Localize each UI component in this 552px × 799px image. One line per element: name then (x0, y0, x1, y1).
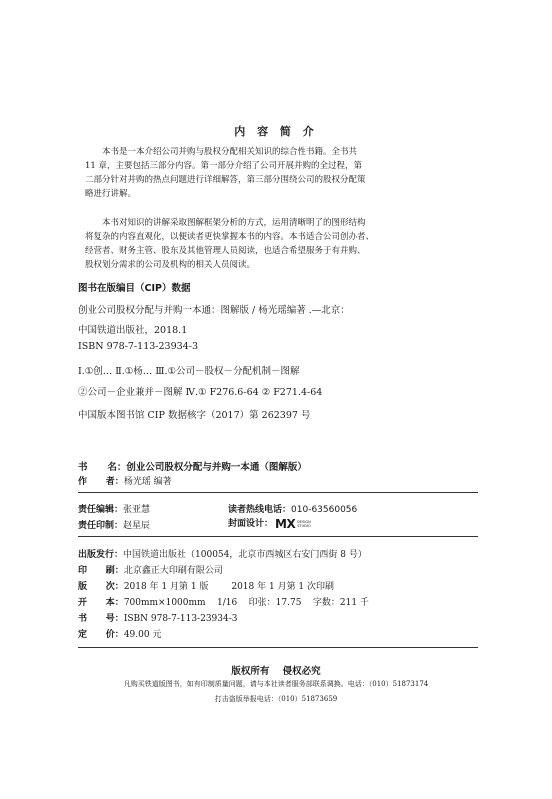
logo-sub-bottom: STUDIO (297, 523, 311, 528)
price-value: 49.00 元 (123, 630, 162, 640)
copyright-title: 版权所有 侵权必究 (231, 666, 321, 677)
cip-record-number: 中国版本图书馆 CIP 数据核字（2017）第 262397 号 (78, 410, 311, 421)
book-title-label: 书 名： (78, 462, 127, 473)
author-label: 作 者： (78, 477, 124, 487)
printing-label: 责任印制： (78, 521, 124, 531)
edition-value: 2018 年 1 月第 1 版 2018 年 1 月第 1 次印刷 (123, 582, 335, 592)
summary-line: 将复杂的内容直观化，以便读者更快掌握本书的内容。本书适合公司创办者、 (85, 232, 375, 242)
logo-sub-top: DESIGN (297, 519, 311, 524)
summary-line: 股权划分需求的公司及机构的相关人员阅读。 (85, 260, 256, 270)
hotline-label: 读者热线电话： (228, 505, 292, 515)
price-row (78, 627, 161, 640)
format-value: 700mm×1000mm 1/16 印张：17.75 字数：211 千 (123, 598, 369, 608)
isbn-value: ISBN 978-7-113-23934-3 (123, 614, 238, 624)
hotline-value: 010-63560056 (291, 505, 358, 515)
hotline-row (228, 502, 357, 515)
cover-design-label: 封面设计： (228, 519, 274, 529)
summary-paragraph-1 (85, 145, 470, 201)
summary-line: 本书是一本介绍公司并购与股权分配相关知识的综合性书籍。全书共 (102, 147, 358, 157)
summary-title: 内 容 简 介 (234, 125, 318, 138)
cip-classification: Ⅰ.①创… Ⅱ.①杨… Ⅲ.①公司－股权－分配机制－图解 (78, 366, 300, 377)
editor-value: 张亚慧 (123, 505, 151, 515)
cip-isbn: ISBN 978-7-113-23934-3 (78, 341, 198, 352)
printing-row (78, 518, 150, 531)
printing-value: 赵星辰 (123, 521, 151, 531)
cover-design-row (228, 516, 311, 531)
divider (78, 492, 478, 493)
divider (78, 536, 478, 537)
logo-subtext (297, 520, 311, 528)
design-studio-logo (275, 517, 311, 531)
price-label: 定 价： (78, 630, 124, 640)
anti-piracy-notice: 打击盗版举报电话：（010）51873659 (214, 695, 338, 703)
summary-line: 11 章，主要包括三部分内容。第一部分介绍了公司开展并购的全过程，第 (85, 161, 363, 171)
summary-line: 经营者、财务主管、股东及其他管理人员阅读，也适合希望服务于有并购、 (85, 246, 366, 256)
book-title: 创业公司股权分配与并购一本通（图解版） (126, 462, 307, 473)
publisher-value: 中国铁道出版社（100054，北京市西城区右安门西街 8 号） (123, 550, 367, 560)
isbn-label: 书 号： (78, 614, 124, 624)
format-row (78, 595, 369, 608)
print-value: 北京鑫正大印刷有限公司 (123, 566, 223, 576)
edition-row (78, 579, 334, 592)
cip-heading: 图书在版编目（CIP）数据 (78, 283, 191, 294)
isbn-row (78, 611, 238, 624)
publisher-label: 出版发行： (78, 550, 124, 560)
copyright-notice: 凡购买铁道版图书，如有印制质量问题，请与本社读者服务部联系调换。电话：（010）51873174 (123, 680, 429, 688)
summary-paragraph-2 (85, 216, 470, 272)
logo-mark: MX (275, 516, 296, 531)
publisher-row (78, 547, 367, 560)
cip-classification: ②公司－企业兼并－图解 Ⅳ.① F276.6-64 ② F271.4-64 (78, 387, 323, 398)
cip-line: 中国铁道出版社，2018.1 (78, 325, 188, 336)
summary-line: 本书对知识的讲解采取图解框架分析的方式，运用清晰明了的图形结构 (102, 218, 366, 228)
print-row (78, 563, 223, 576)
print-label: 印 刷： (78, 566, 124, 576)
author-row (78, 474, 172, 487)
author-value: 杨光瑶 编著 (123, 477, 172, 487)
cip-line: 创业公司股权分配与并购一本通：图解版 / 杨光瑶编著 .—北京： (78, 305, 350, 316)
summary-line: 二部分针对并购的热点问题进行详细解答，第三部分围绕公司的股权分配策 (85, 175, 366, 185)
book-title-row (78, 459, 307, 473)
editor-label: 责任编辑： (78, 505, 124, 515)
edition-label: 版 次： (78, 582, 124, 592)
summary-line: 略进行讲解。 (85, 189, 137, 199)
editor-row (78, 502, 150, 515)
divider (78, 647, 478, 648)
format-label: 开 本： (78, 598, 124, 608)
